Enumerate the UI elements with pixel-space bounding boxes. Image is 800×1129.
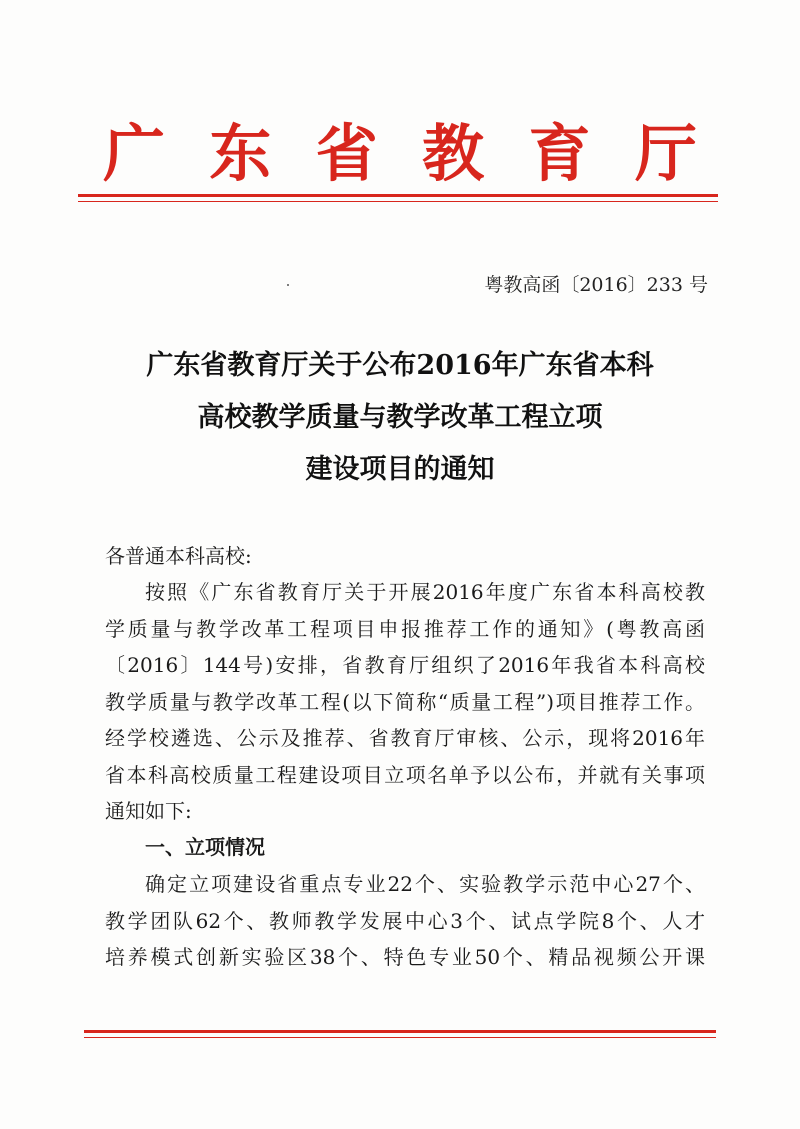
- text-line: 确定立项建设省重点专业22个、实验教学示范中心27个、: [145, 872, 705, 896]
- salutation: 各普通本科高校:: [105, 544, 252, 568]
- text-line: 〔2016〕144号)安排，省教育厅组织了2016年我省本科高校: [105, 653, 705, 677]
- header-char: 育: [528, 117, 591, 190]
- text-line: 教学质量与教学改革工程(以下简称“质量工程”)项目推荐工作。: [105, 689, 705, 714]
- section-heading-1: 一、立项情况: [145, 835, 265, 859]
- header-char: 厅: [634, 117, 697, 190]
- header-char: 教: [422, 117, 485, 190]
- header-char: 广: [102, 117, 165, 190]
- header-char: 东: [209, 117, 272, 190]
- text-line: 按照《广东省教育厅关于开展2016年度广东省本科高校教: [145, 580, 705, 604]
- text-line: 培养模式创新实验区38个、特色专业50个、精品视频公开课: [105, 945, 705, 969]
- header-char: 省: [315, 117, 378, 190]
- footer-divider-thin: [84, 1037, 716, 1038]
- text-line: 省本科高校质量工程建设项目立项名单予以公布，并就有关事项: [105, 762, 705, 787]
- header-divider-thick: [78, 194, 718, 197]
- text-line: 经学校遴选、公示及推荐、省教育厅审核、公示，现将2016年: [105, 726, 705, 750]
- title-line: 高校教学质量与教学改革工程立项: [197, 402, 603, 433]
- document-number: 粤教高函〔2016〕233 号: [484, 274, 708, 296]
- text-line: 教学团队62个、教师教学发展中心3个、试点学院8个、人才: [105, 908, 705, 933]
- scan-speck: [287, 284, 289, 286]
- issuing-authority-header: [90, 118, 710, 190]
- title-line: 建设项目的通知: [305, 454, 495, 485]
- document-title: [0, 340, 800, 496]
- footer-divider-thick: [84, 1030, 716, 1033]
- header-divider-thin: [78, 201, 718, 202]
- paragraph-1: [105, 574, 705, 830]
- paragraph-2: [105, 866, 705, 976]
- title-line: 广东省教育厅关于公布2016年广东省本科: [146, 350, 654, 381]
- text-line: 通知如下:: [105, 799, 192, 823]
- text-line: 学质量与教学改革工程项目申报推荐工作的通知》(粤教高函: [105, 616, 705, 641]
